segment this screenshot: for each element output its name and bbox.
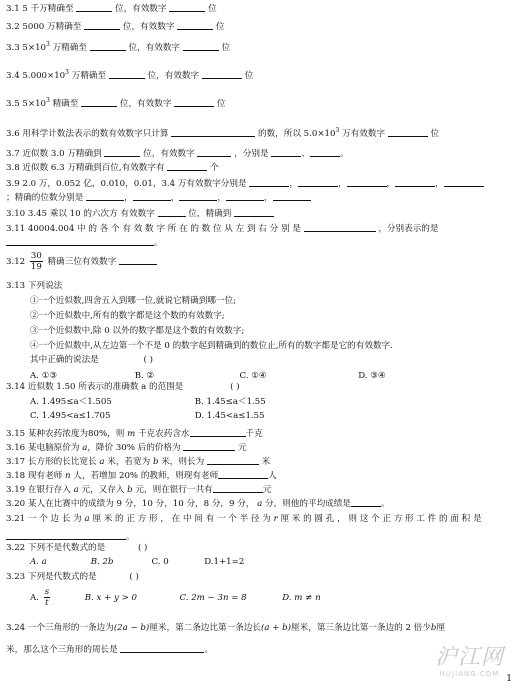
fraction: $\frac{s}{t}$ <box>44 587 50 608</box>
answer-blank <box>169 2 205 12</box>
answer-blank <box>109 69 145 79</box>
question-3-24: 3.24 一个三角形的一条边为(2a − b)厘米，第二条边比第一条边长(a + b)厘米，第三条边比第一条边的 2 倍少b厘 <box>6 623 445 633</box>
question-3-24-line2: 米，那么这个三角形的周长是 。 <box>6 645 214 655</box>
question-3-21: 3.21 一 个 边 长 为 a 厘 米 的 正 方 形 ， 在 中 间 有 一 个 半 径 为 r 厘 米 的 圆 孔 ， 则 这 个 正 方 形 工 件 的 面 积 是 <box>6 514 482 524</box>
question-3-3: 3.3 $5\times 10^3$ 万精确至 位，有效数字 位 <box>6 41 231 53</box>
question-3-1: 3.1 5 千万精确至 位，有效数字 位 <box>6 4 217 14</box>
answer-blank <box>197 147 231 157</box>
question-3-13-prompt: 其中正确的说法是 ( ) <box>30 355 153 365</box>
question-3-22: 3.22 下列不是代数式的是 ( ) <box>6 543 148 553</box>
answer-blank <box>218 469 268 479</box>
answer-blank <box>81 97 117 107</box>
fraction: $\frac{30}{19}$ <box>30 251 42 272</box>
question-3-6: 3.6 用科学计数法表示的数有效数字只计算 的数，所以 $5.0\times 10^3$ 万有效数字 位 <box>6 127 440 139</box>
watermark-logo: 沪江网 HUJIANG.COM <box>434 644 504 678</box>
question-number: 3.11 <box>6 224 26 234</box>
question-3-4: 3.4 $5.000\times 10^3$ 万精确至 位，有效数字 位 <box>6 69 254 81</box>
question-number: 3.23 <box>6 572 26 582</box>
question-3-16: 3.16 某电脑原价为 a，降价 30% 后的价格为 元 <box>6 443 247 453</box>
page-number: 1 <box>506 673 512 684</box>
question-number: 3.15 <box>6 429 26 439</box>
question-3-13-options <box>30 372 386 382</box>
question-number: 3.5 <box>6 99 20 109</box>
answer-blank <box>90 41 126 51</box>
question-number: 3.8 <box>6 163 20 173</box>
question-number: 3.17 <box>6 457 26 467</box>
question-3-15: 3.15 某种农药浓度为80%，则 m 千克农药含水 千克 <box>6 429 263 439</box>
answer-blank <box>213 483 263 493</box>
question-3-23: 3.23 下列是代数式的是 ( ) <box>6 572 139 582</box>
option-c: C. 1.495<a≤1.705 <box>30 411 111 421</box>
option-b: B. 1.45≤a＜1.55 <box>194 397 266 407</box>
answer-blank <box>271 147 301 157</box>
answer-blank <box>167 161 207 171</box>
question-number: 3.18 <box>6 471 26 481</box>
answer-blank <box>171 127 255 137</box>
question-number: 3.16 <box>6 443 26 453</box>
question-3-21-line2: 。 <box>6 530 135 543</box>
question-number: 3.12 <box>6 257 26 267</box>
question-3-23-options <box>30 587 321 608</box>
answer-blank <box>104 147 140 157</box>
answer-blank <box>249 177 289 187</box>
question-number: 3.2 <box>6 22 20 32</box>
answer-blank <box>183 441 235 451</box>
answer-blank <box>351 497 381 507</box>
answer-blank <box>84 20 120 30</box>
option-a: A. ①③ <box>30 371 58 381</box>
question-number: 3.1 <box>6 4 20 14</box>
answer-blank <box>86 191 124 201</box>
answer-blank <box>395 177 435 187</box>
question-number: 3.14 <box>6 382 26 392</box>
answer-blank <box>310 147 340 157</box>
answer-blank <box>179 191 217 201</box>
question-3-17: 3.17 长方形的长比宽长 a 米，若宽为 b 米，则长为 米 <box>6 457 271 467</box>
question-number: 3.24 <box>6 623 26 633</box>
question-3-12: 3.12 $\frac{30}{19}$ 精确三位有效数字 <box>6 251 157 272</box>
question-3-10: 3.10 3.45 乘以 10 的六次方 有效数字 位，精确到 <box>6 207 274 220</box>
answer-blank <box>6 236 154 246</box>
option-b: B. x + y > 0 <box>84 593 138 603</box>
option-b: B. 2b <box>90 557 114 567</box>
option-a: A. 1.495≤a＜1.505 <box>30 397 112 407</box>
answer-blank <box>190 427 246 437</box>
question-number: 3.7 <box>6 149 20 159</box>
answer-blank <box>202 69 242 79</box>
option-c: C. ①④ <box>239 371 267 381</box>
answer-blank <box>273 191 311 201</box>
question-number: 3.9 <box>6 179 20 189</box>
question-3-19: 3.19 在银行存入 a 元，又存入 b 元，则在银行一共有 元 <box>6 485 272 495</box>
option-a: A. a <box>30 557 47 567</box>
question-number: 3.10 <box>6 209 26 219</box>
answer-blank <box>347 177 387 187</box>
option-d: D. ③④ <box>358 371 386 381</box>
answer-blank <box>6 530 126 540</box>
answer-blank <box>183 41 219 51</box>
question-3-7: 3.7 近似数 3.0 万精确到 位，有效数字 ，分别是 、 。 <box>6 149 349 159</box>
answer-blank <box>119 255 157 265</box>
question-number: 3.6 <box>6 129 20 139</box>
question-3-9: 3.9 2.0 万，0.052 亿，0.010，0.01，3.4 万有效数字分别是 ， ， ， ， <box>6 177 484 190</box>
question-3-14: 3.14 近似数 1.50 所表示的准确数 a 的范围是 ( ) <box>6 382 240 392</box>
statement-1: ①一个近似数,四舍五入到哪一位,就说它精确到哪一位; <box>30 296 237 306</box>
option-d: D. m ≠ n <box>282 593 321 603</box>
answer-blank <box>177 20 213 30</box>
option-c: C. 2m − 3n = 8 <box>179 593 247 603</box>
question-3-5: 3.5 $5\times 10^3$ 精确至 位，有效数字 位 <box>6 97 226 109</box>
answer-blank <box>304 222 376 232</box>
answer-blank <box>158 207 186 217</box>
question-3-20: 3.20 某人在比赛中的成绩为 9 分，10 分，10 分，8 分，9 分， a 分，则他的平均成绩是 。 <box>6 499 390 509</box>
question-3-11-line2: 。 <box>6 236 163 249</box>
question-3-22-options <box>30 558 244 568</box>
answer-blank <box>298 177 338 187</box>
statement-4: ④一个近似数中,从左边第一个不是 0 的数字起到精确到的数位止,所有的数字都是它的有效数字. <box>30 341 393 351</box>
answer-blank <box>76 2 112 12</box>
option-a: A. $\frac{s}{t}$ <box>30 587 50 608</box>
question-3-18: 3.18 现有老师 n 人，若增加 20% 的教师，则现有老师 人 <box>6 471 277 481</box>
option-d: D.1+1=2 <box>204 557 245 567</box>
question-3-14-options-row1 <box>30 398 266 408</box>
statement-3: ③一个近似数中,除 0 以外的数字都是这个数的有效数字; <box>30 326 245 336</box>
answer-blank <box>444 177 484 187</box>
question-number: 3.4 <box>6 71 20 81</box>
option-d: D. 1.45<a≤1.55 <box>194 411 265 421</box>
question-3-9-line2: ；精确的位数分别是 ， ， ， ， <box>6 191 311 204</box>
answer-blank <box>388 127 428 137</box>
question-3-2: 3.2 5000 万精确至 位，有效数字 位 <box>6 22 225 32</box>
question-number: 3.3 <box>6 43 20 53</box>
option-c: C. 0 <box>151 557 169 567</box>
question-3-8: 3.8 近似数 6.3 万精确到百位,有效数字有 个 <box>6 163 219 173</box>
question-3-11: 3.11 40004.004 中 的 各 个 有 效 数 字 所 在 的 数 位 从 左 到 右 分 别 是 ，分别表示的是 <box>6 224 439 234</box>
question-number: 3.22 <box>6 543 26 553</box>
answer-blank <box>226 191 264 201</box>
answer-blank <box>234 207 274 217</box>
question-number: 3.21 <box>6 514 26 524</box>
answer-blank <box>207 455 259 465</box>
answer-blank <box>133 191 171 201</box>
question-3-14-options-row2 <box>30 412 265 422</box>
question-3-13: 3.13 下列说法 <box>6 281 63 291</box>
answer-blank <box>174 97 214 107</box>
option-b: B. ② <box>134 371 155 381</box>
question-number: 3.19 <box>6 485 26 495</box>
question-number: 3.13 <box>6 281 26 291</box>
answer-blank <box>120 643 204 653</box>
statement-2: ②一个近似数中,所有的数字都是这个数的有效数字; <box>30 311 225 321</box>
question-number: 3.20 <box>6 499 26 509</box>
